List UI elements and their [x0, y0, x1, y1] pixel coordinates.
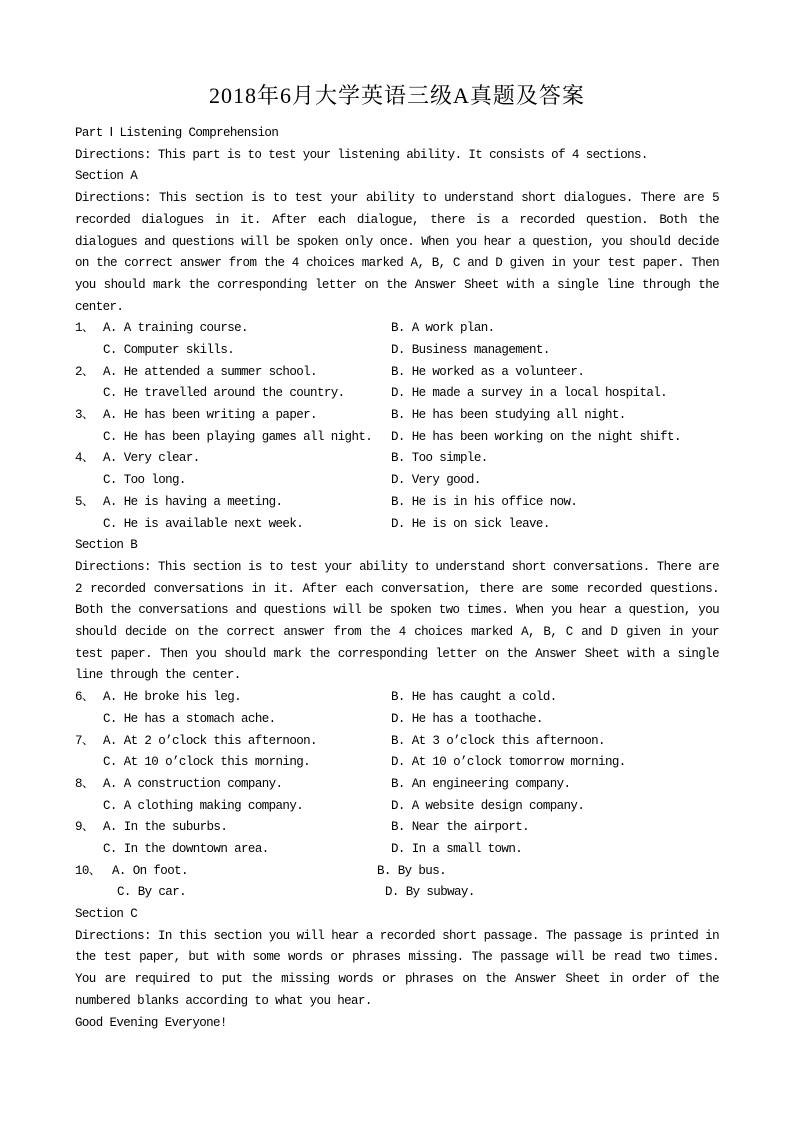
option-a: A. He is having a meeting. — [103, 494, 283, 509]
question-5 — [75, 492, 719, 535]
question-5-row-ab — [75, 492, 719, 514]
option-d: D. A website design company. — [391, 798, 585, 813]
option-d: D. At 10 o’clock tomorrow morning. — [391, 755, 626, 770]
question-9-row-ab — [75, 817, 719, 839]
option-a: A. In the suburbs. — [103, 820, 228, 835]
option-c: C. Computer skills. — [103, 343, 235, 358]
question-3-row-ab — [75, 405, 719, 427]
option-d: D. He has been working on the night shift. — [391, 429, 681, 444]
option-b: B. He worked as a volunteer. — [391, 364, 585, 379]
question-1-row-cd — [75, 340, 719, 362]
question-number: 6、 — [75, 690, 94, 705]
question-number: 8、 — [75, 776, 94, 791]
section-a-directions: Directions: This section is to test your ability to understand short dialogues. There are 5 recorded dialogues in it. After each dialogue, there is a recorded question. Both the dialogues and questions will be spoken only once. When you hear a question, you should decide on the correct answer from the 4 choices marked A, B, C and D given in your test paper. Then you should mark the corresponding letter on the Answer Sheet with a single line through the center. — [75, 191, 719, 314]
option-d: D. Business management. — [391, 343, 550, 358]
question-7-row-cd — [75, 752, 719, 774]
question-5-row-cd — [75, 514, 719, 536]
option-c: C. He has been playing games all night. — [103, 429, 373, 444]
question-1-row-ab — [75, 318, 719, 340]
question-8-row-cd — [75, 796, 719, 818]
question-number: 2、 — [75, 364, 94, 379]
question-number: 4、 — [75, 451, 94, 466]
part1-directions: Directions: This part is to test your listening ability. It consists of 4 sections. — [75, 147, 648, 162]
option-c: C. In the downtown area. — [103, 841, 269, 856]
option-b: B. Too simple. — [391, 451, 488, 466]
option-c: C. He travelled around the country. — [103, 386, 345, 401]
section-a-heading: Section A — [75, 169, 138, 184]
question-number: 3、 — [75, 408, 94, 423]
option-b: B. An engineering company. — [391, 776, 571, 791]
question-2-row-cd — [75, 383, 719, 405]
question-3-row-cd — [75, 427, 719, 449]
option-a: A. On foot. — [112, 863, 188, 878]
question-7 — [75, 731, 719, 774]
question-6-row-cd — [75, 709, 719, 731]
option-a: A. He broke his leg. — [103, 690, 242, 705]
option-c: C. By car. — [117, 885, 187, 900]
question-number: 1、 — [75, 321, 94, 336]
question-number: 9、 — [75, 820, 94, 835]
option-b: B. By bus. — [377, 863, 447, 878]
question-8-row-ab — [75, 774, 719, 796]
page-title: 2018年6月大学英语三级A真题及答案 — [209, 83, 585, 108]
part1-heading: Part Ⅰ Listening Comprehension — [75, 126, 279, 140]
question-7-row-ab — [75, 731, 719, 753]
option-d: D. By subway. — [385, 885, 475, 900]
option-b: B. A work plan. — [391, 321, 495, 336]
question-1 — [75, 318, 719, 361]
option-c: C. He is available next week. — [103, 516, 304, 531]
option-a: A. He has been writing a paper. — [103, 408, 317, 423]
question-4-row-ab — [75, 448, 719, 470]
option-d: D. He is on sick leave. — [391, 516, 550, 531]
question-9 — [75, 817, 719, 860]
option-b: B. He has been studying all night. — [391, 408, 626, 423]
option-d: D. In a small town. — [391, 841, 523, 856]
option-a: A. Very clear. — [103, 451, 200, 466]
section-c-directions: Directions: In this section you will hear a recorded short passage. The passage is printed in the test paper, but with some words or phrases missing. The passage will be read two times. You are required to put the missing words or phrases on the Answer Sheet in order of the numbered blanks according to what you hear. — [75, 928, 719, 1008]
option-a: A. At 2 o’clock this afternoon. — [103, 733, 317, 748]
option-c: C. At 10 o’clock this morning. — [103, 755, 311, 770]
option-a: A. A training course. — [103, 321, 248, 336]
option-d: D. He made a survey in a local hospital. — [391, 386, 668, 401]
option-a: A. He attended a summer school. — [103, 364, 317, 379]
option-c: C. He has a stomach ache. — [103, 711, 276, 726]
option-d: D. Very good. — [391, 473, 481, 488]
question-4-row-cd — [75, 470, 719, 492]
option-d: D. He has a toothache. — [391, 711, 543, 726]
question-6-row-ab — [75, 687, 719, 709]
section-c-heading: Section C — [75, 907, 138, 921]
option-b: B. He has caught a cold. — [391, 690, 557, 705]
option-b: B. At 3 o’clock this afternoon. — [391, 733, 605, 748]
option-c: C. Too long. — [103, 473, 186, 488]
question-8 — [75, 774, 719, 817]
question-number: 7、 — [75, 733, 94, 748]
question-3 — [75, 405, 719, 448]
option-a: A. A construction company. — [103, 776, 283, 791]
section-b-directions: Directions: This section is to test your ability to understand short conversations. There are 2 recorded conversations in it. After each conversation, there are some recorded questions. Both the conversations and questions will be spoken two times. When you hear a question, you should decide on the correct answer from the 4 choices marked A, B, C and D given in your test paper. Then you should mark the corresponding letter on the Answer Sheet with a single line through the center. — [75, 559, 719, 683]
passage-greeting-line: Good Evening Everyone! — [75, 1015, 227, 1030]
question-4 — [75, 448, 719, 491]
option-b: B. He is in his office now. — [391, 494, 578, 509]
question-9-row-cd — [75, 839, 719, 861]
question-2-row-ab — [75, 362, 719, 384]
question-10-row-cd — [75, 882, 719, 904]
question-10 — [75, 861, 719, 904]
section-b-heading: Section B — [75, 538, 138, 553]
question-6 — [75, 687, 719, 730]
option-b: B. Near the airport. — [391, 820, 530, 835]
question-number: 10、 — [75, 863, 101, 878]
question-2 — [75, 362, 719, 405]
question-10-row-ab — [75, 861, 719, 883]
question-number: 5、 — [75, 494, 94, 509]
option-c: C. A clothing making company. — [103, 798, 304, 813]
